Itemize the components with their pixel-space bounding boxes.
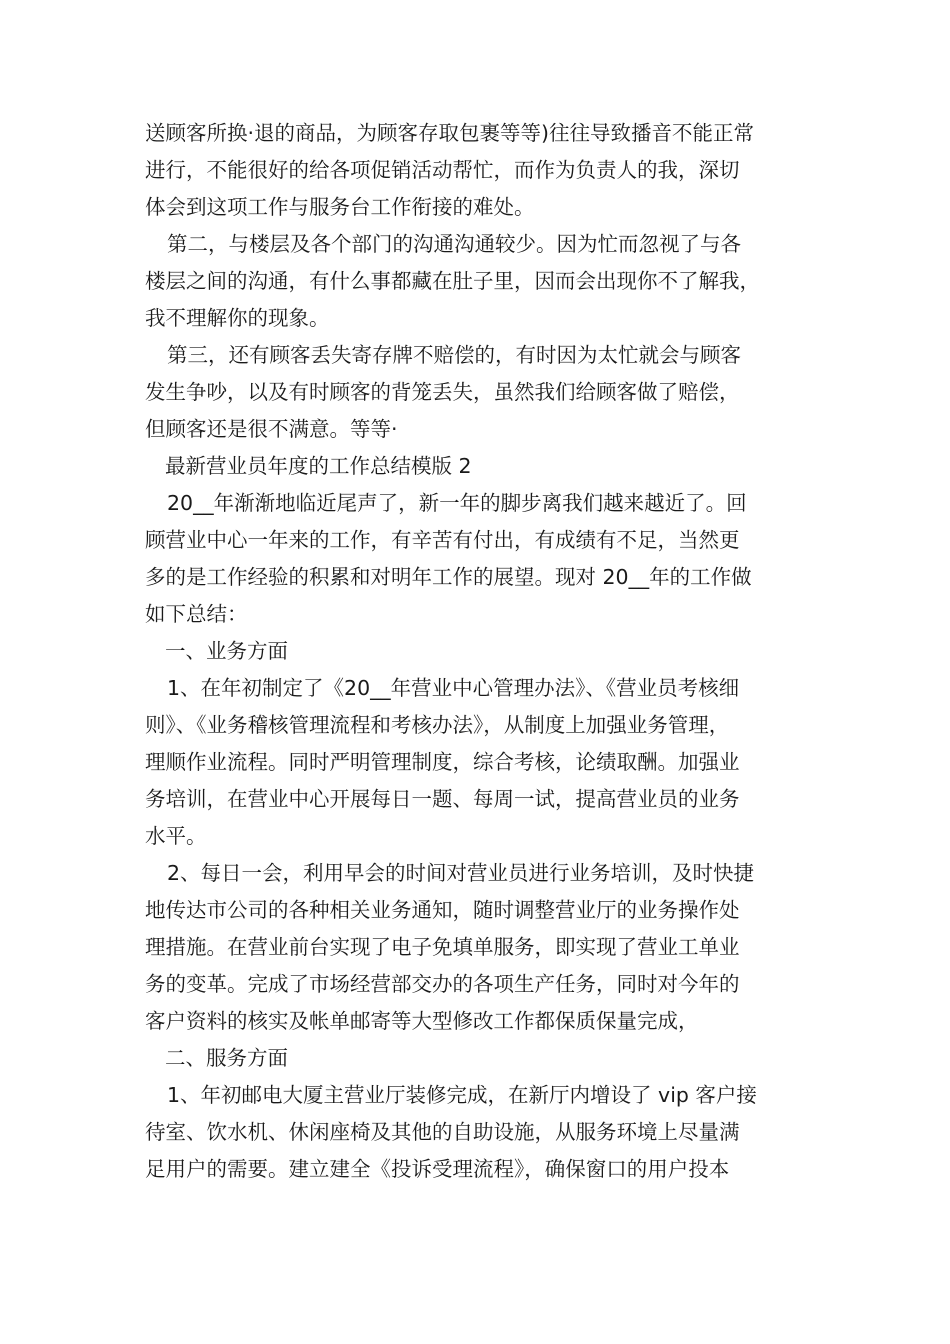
text-line: 体会到这项工作与服务台工作衔接的难处。 (145, 195, 535, 219)
paragraph-start-line: 第二，与楼层及各个部门的沟通沟通较少。因为忙而忽视了与各 (167, 232, 741, 256)
paragraph-start-line: 1、在年初制定了《20__年营业中心管理办法》、《营业员考核细 (167, 676, 740, 700)
text-line: 我不理解你的现象。 (145, 306, 330, 330)
text-line: 但顾客还是很不满意。等等· (145, 417, 398, 441)
text-line: 楼层之间的沟通，有什么事都藏在肚子里，因而会出现你不了解我， (145, 269, 760, 293)
paragraph-start-line: 1、年初邮电大厦主营业厅装修完成，在新厅内增设了 vip 客户接 (167, 1083, 757, 1107)
text-line: 顾营业中心一年来的工作，有辛苦有付出，有成绩有不足，当然更 (145, 528, 740, 552)
section-heading: 一、业务方面 (165, 639, 288, 663)
text-line: 水平。 (145, 824, 207, 848)
text-line: 理顺作业流程。同时严明管理制度，综合考核，论绩取酬。加强业 (145, 750, 740, 774)
text-line: 如下总结： (145, 602, 248, 626)
text-line: 理措施。在营业前台实现了电子免填单服务，即实现了营业工单业 (145, 935, 740, 959)
document-body (145, 115, 825, 1188)
text-line: 送顾客所换·退的商品，为顾客存取包裹等等)往往导致播音不能正常 (145, 121, 755, 145)
text-line: 地传达市公司的各种相关业务通知，随时调整营业厅的业务操作处 (145, 898, 740, 922)
text-line: 多的是工作经验的积累和对明年工作的展望。现对 20__年的工作做 (145, 565, 752, 589)
text-line: 务培训，在营业中心开展每日一题、每周一试，提高营业员的业务 (145, 787, 740, 811)
text-line: 务的变革。完成了市场经营部交办的各项生产任务，同时对今年的 (145, 972, 740, 996)
paragraph-start-line: 第三，还有顾客丢失寄存牌不赔偿的，有时因为太忙就会与顾客 (167, 343, 741, 367)
paragraph-start-line: 2、每日一会，利用早会的时间对营业员进行业务培训，及时快捷 (167, 861, 755, 885)
text-line: 则》、《业务稽核管理流程和考核办法》，从制度上加强业务管理， (145, 713, 730, 737)
text-line: 进行，不能很好的给各项促销活动帮忙，而作为负责人的我，深切 (145, 158, 740, 182)
paragraph-start-line: 20__年渐渐地临近尾声了，新一年的脚步离我们越来越近了。回 (167, 491, 747, 515)
section-title: 最新营业员年度的工作总结模版 2 (165, 454, 472, 478)
section-heading: 二、服务方面 (165, 1046, 288, 1070)
text-line: 客户资料的核实及帐单邮寄等大型修改工作都保质保量完成， (145, 1009, 699, 1033)
text-line: 足用户的需要。建立建全《投诉受理流程》，确保窗口的用户投本 (145, 1157, 730, 1181)
text-line: 待室、饮水机、休闲座椅及其他的自助设施，从服务环境上尽量满 (145, 1120, 740, 1144)
text-line: 发生争吵，以及有时顾客的背笼丢失，虽然我们给顾客做了赔偿， (145, 380, 740, 404)
